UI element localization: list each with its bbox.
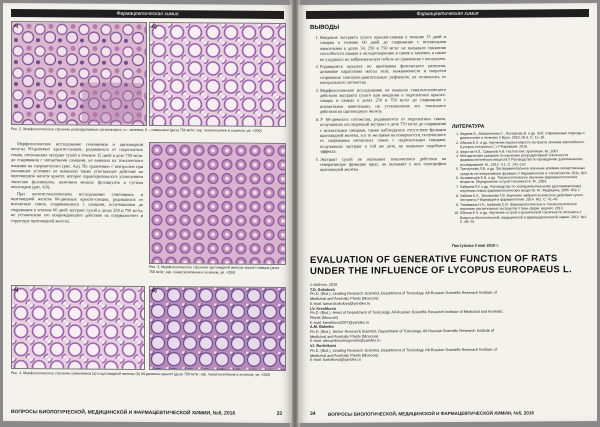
figure-2-caption: Рис. 2. Морфологическое строение репродуктивных органов крыс: а – яичники; б – семенники (доза 750 мг/кг; окр. гематоксилин и эозином, ув. ×200) [11, 127, 262, 133]
tissue-image [150, 287, 285, 370]
author-line: T.D. Sokolova [310, 287, 335, 292]
figure-4a-testis-micrograph [11, 285, 145, 370]
reference-item: 9. Тюкавкина Н.А., Бабаева С.И. Фармакологическое и токсикологическое изучение растительных экстрактов // Хим.-фарм. журнал. 2013. [460, 202, 588, 212]
references-list [452, 131, 588, 240]
tissue-image [12, 22, 146, 125]
author-line: E-mail: alexandraurningovolin@yandex.ru [310, 338, 381, 344]
figure-label: а) [14, 287, 19, 294]
author-line: E-mail: kreshkova2007@yandex.ru [310, 320, 370, 325]
reference-item: 10. Абизов Е.А. и др. Изучение острой и хронической токсичности экстракта // Вопросы биологической, медицинской и фармацевтической химии. 2012. №1. С. 69–75. [460, 210, 588, 224]
figure-label: а) [14, 23, 19, 30]
reference-item: 6. Арзамасцев Е.В. и др. Токсикологическое изучение фармакологических веществ. Определение острой токсичности. М., 2003. [460, 175, 588, 185]
figure-3-thyroid-micrograph [149, 142, 286, 265]
page-number: 33 [276, 410, 282, 417]
conclusion-item: 4. У 60-дневного потомства, родившегося от подопытных самок, получавших исследуемый экстракт в дозе 750 мг/кг до спаривания с интактными самцами, также наблюдалось отсутствие функции щитовидной железы, и в то же время на поверхности, полученного от спаривания интактных самок с подопытными самцами, получавших экстракт в той же дозе, не выявлено подобного эффекта. [320, 116, 446, 155]
figure-label: б) [152, 288, 157, 295]
conclusion-item: 5. Экстракт сухой не оказывает токсического действия на генеративную функцию крыс, не вызывает у них гипотрофии щитовидной железы. [320, 156, 446, 173]
reference-item: 1. Фадеев В., Мельниченко Г., Петеркова В. и др. Зоб: современные подходы к диагностике и лечению // Врач. 2010, № 5, С. 11–16. [460, 131, 588, 141]
figure-2a-ovary-micrograph [11, 21, 147, 126]
tissue-image [150, 143, 285, 264]
author-info [310, 282, 510, 393]
tissue-image [150, 23, 285, 126]
footer-journal-title: ВОПРОСЫ БИОЛОГИЧЕСКОЙ, МЕДИЦИНСКОЙ И ФАРМАЦЕВТИЧЕСКОЙ ХИМИИ, №6, 2016 [328, 410, 534, 417]
figure-4-caption: Рис. 4. Морфологическое строение семенников (а) и щитовидной железы (б) 60-дневных крысят (доза 750 мг/кг; окр. гематоксилином и эозином, ув. ×200) [11, 371, 271, 377]
left-page [3, 3, 292, 423]
author-line: E-mail: tamarasokolova@yandex.ru [310, 301, 371, 306]
reference-item: 7. Хабриев Р.У. и др. Руководство по экспериментальному (доклиническому) изучению новых фармакологических веществ. М.: Медицина, 2005. 832 с. [460, 184, 588, 194]
figure-label: б) [152, 24, 157, 31]
conclusions-list [310, 34, 446, 231]
author-line: V.I. Bortnikova [310, 343, 337, 349]
figure-2b-testis-micrograph [149, 22, 286, 127]
author-line: Ph.D. (Biol.), Leading Research Scientist, Department of Toxicology, All-Russian Scientific Research Institute of Medicinal and Aromatic Plants (Moscow) [310, 291, 497, 302]
running-head: Фармацевтическая химия [306, 9, 589, 19]
author-line: Ph.D. (Biol.), Senior Research Scientist, Department of Toxicology, All-Russian Scientific Research Institute of Medicinal and Aromatic Plants (Moscow) [310, 328, 495, 339]
running-head: Фармацевтическая химия [11, 9, 284, 19]
author-line: E-mail: bortnikova@yandex.ru [310, 357, 361, 363]
figure-4b-thyroid-micrograph [149, 286, 286, 371]
reference-item: 3. Фаустов Н.Л., Смирнов А.В. Гистология: практикум. М., 2007. [460, 149, 588, 154]
author-line: A.M. Balenko [310, 325, 334, 330]
author-line: I.V. Kreshkova [310, 306, 336, 311]
tissue-image [12, 286, 144, 369]
english-article-title: EVALUATION OF GENERATIVE FUNCTION OF RATS UNDER THE INFLUENCE OF LYCOPUS EUROPAEUS L. [310, 253, 573, 277]
conclusion-item: 3. Морфологическое исследование не выявило гематологического действия экстракта сухого при введении в подопытных крысах-самцах и самках в дозах 250 и 750 мг/кг до спаривания с интактными животными, на установление его токсичного действия на щитовидную железу. [320, 87, 446, 115]
conclusion-item: 2. Родившиеся крысята по критериям физического развития, динамике нарастания массы тела, выживаемости и скорости созревания сенсорно-двигательных рефлексов, не отличались от контрольного потомства. [320, 63, 446, 86]
reference-item: 8. Хабиев К.А., Зиновьева Т.В. Изучение эмбриотоксического действия сухого экстракта // Фармация и фармакология. 2014. №1. С. 41–45. [460, 193, 588, 203]
reference-item: 2. Абизов Е.А. и др. Изучение переносимости экстракта зюзника европейского (Lycopus europaeus L.) // Фармация. 2016. [460, 140, 588, 150]
page-number: 34 [310, 410, 316, 417]
reference-item: 5. Трескунова Л.В. и др. Экспериментальное изучение влияния лекарственных средств на генеративную функцию // Фармакология и токсикология. 2011, №3. [460, 166, 588, 176]
figure-3-caption: Рис. 3. Морфологическое строение щитовидной железы крысят-самцов (доза 750 мг/кг; окр. гематоксилином и эозином, ув. ×200) [149, 265, 280, 275]
footer-journal-title: ВОПРОСЫ БИОЛОГИЧЕСКОЙ, МЕДИЦИНСКОЙ И ФАРМАЦЕВТИЧЕСКОЙ ХИМИИ, №6, 2016 [11, 409, 236, 417]
author-line: © Authors, 2016 [310, 282, 338, 287]
conclusions-heading: ВЫВОДЫ [310, 24, 340, 31]
received-date: Поступила 3 мая 2016 г. [452, 242, 499, 248]
author-line: Ph.D. (Biol.), Leading Research Scientist, Department of Toxicology, All-Russian Scientific Research Institute of Medicinal and Aromatic Plants (Moscow) [310, 347, 497, 358]
references-heading: ЛИТЕРАТУРА [452, 123, 485, 130]
right-page [298, 3, 597, 423]
reference-item: 4. Методические указания по изучению репродуктивной токсичности фармакологических веществ // Руководство по проведению доклинических исследований. М., 2012. Ч.1. С. 141–157. [460, 153, 588, 167]
author-line: Ph.D. (Biol.), Head of Department of Toxicology, All-Russian Scientific Research Institute of Medicinal and Aromatic Plants (Moscow) [310, 309, 503, 320]
paragraph: При патогистологическом исследовании семенников и щитовидной железы 60-дневных крысят-самцов, родившихся от интактных самок, спаривавшихся с самцами, получавшими до спаривания в течение 60 дней экстракт сухой в дозах 250 и 750 мг/кг, не установлено его повреждающего действия на сперматогенез и структуру щитовидной железы. [11, 190, 143, 224]
paragraph: Морфологическое исследование семенников и щитовидной железы 60-дневных крысят-самцов, родившихся от подопытных самок, получавших экстракт сухой в течение 15 дней в дозе 750 мг/кг до спаривания с интактными самцами, не выявило их токсического влияния на сперматогенез (рис. 4,а). По сравнению с контролем при указанных условиях не выявлено также угнетающее действие на щитовидную железу крысят, которое характеризовалось уплощением эпителия фолликулов, наличием мелких фолликулов и густым коллоидом (рис. 4,б). [11, 141, 143, 190]
conclusion-item: 1. Введение экстракта сухого крысам-самкам в течение 15 дней и самцам в течение 60 дней до спаривания с интактными животными в дозах 50, 250 и 750 мг/кг не вызывало снижения способности самцов к оплодотворению и самок к зачатию, а также не ухудшало их эмбриональную гибель по сравнению с контролем. [320, 34, 446, 62]
